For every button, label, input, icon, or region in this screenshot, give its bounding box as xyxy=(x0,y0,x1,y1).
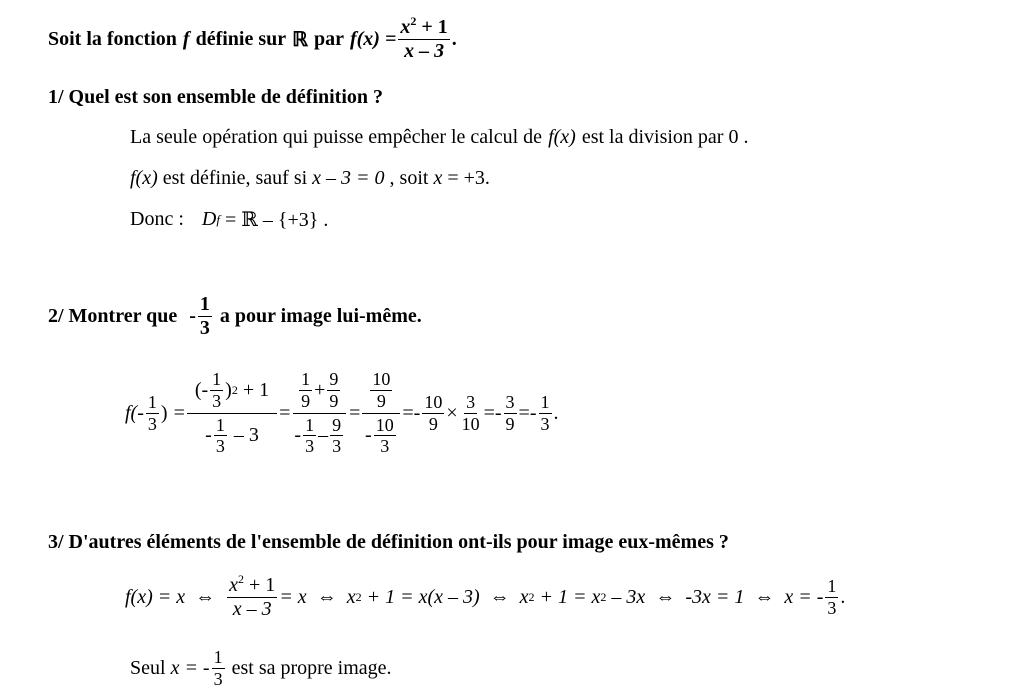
q2-eq-4: = xyxy=(402,401,414,424)
q2-p1-minus: - xyxy=(413,401,421,424)
intro-middle: définie sur xyxy=(195,27,287,50)
q3-fr-num-x: x xyxy=(229,573,239,596)
q2-f1-num-frac-num: 1 xyxy=(212,368,222,389)
q2-times: × xyxy=(446,401,458,424)
q3-conclusion-fraction xyxy=(212,648,225,689)
q3-conclusion-b: est sa propre image. xyxy=(226,656,392,679)
q2-f3-den-minus: - xyxy=(365,424,372,447)
q2-f2-a xyxy=(299,370,312,411)
q2-p3-den: 9 xyxy=(505,413,515,434)
q3-fraction xyxy=(227,571,277,620)
q2-eq-2: = xyxy=(279,401,291,424)
q2-p2-den: 10 xyxy=(461,413,480,434)
q2-f2-den-a-num: 1 xyxy=(305,414,315,435)
q2-p3-num: 3 xyxy=(505,391,515,412)
q2-p1-num: 10 xyxy=(424,391,443,412)
q2-f3-den-num: 10 xyxy=(375,414,394,435)
q2-title-den: 3 xyxy=(199,316,210,339)
q2-calculation xyxy=(125,358,559,468)
q1-line2-c: = +3. xyxy=(442,167,490,189)
q2-title-minus: - xyxy=(189,304,196,327)
q2-f1-den-frac xyxy=(214,416,227,457)
q2-f2-den-b-num: 9 xyxy=(332,414,342,435)
q3-s6: x = - xyxy=(784,585,824,608)
q2-title-num: 1 xyxy=(199,292,210,315)
iff-arrow-icon: ⇔ xyxy=(195,585,216,608)
q2-f1-num-close: ) xyxy=(225,378,232,401)
q2-f-open: f(- xyxy=(125,401,144,424)
q2-fraction-1: (- $\frac{1}{3}$ ) 2 + 1 - $\frac{1}{3}$ – 3 xyxy=(187,370,277,457)
iff-arrow-icon: ⇔ xyxy=(655,585,676,608)
intro-fx: f(x) = xyxy=(349,27,397,50)
q2-f1-den-frac-den: 3 xyxy=(215,436,225,457)
iff-arrow-icon: ⇔ xyxy=(316,585,337,608)
q2-f2-b xyxy=(327,370,340,411)
q2-f3-den-den: 3 xyxy=(380,436,390,457)
q2-f1-num-frac xyxy=(210,370,223,411)
q2-eq-1: = xyxy=(173,401,185,424)
intro-num-x: x xyxy=(400,15,411,38)
q1-line2-b: , soit xyxy=(384,167,434,189)
q3-s1: f(x) = x xyxy=(125,585,186,608)
iff-arrow-icon: ⇔ xyxy=(754,585,775,608)
intro-prefix: Soit la fonction xyxy=(48,27,177,50)
q2-f2-a-den: 9 xyxy=(301,390,311,411)
q2-f2-den-b xyxy=(330,416,343,457)
q1-line1-fx: f(x) xyxy=(548,126,576,148)
intro-set: ℝ xyxy=(292,28,308,51)
q2-f-close: ) xyxy=(160,401,168,424)
q3-s4-mid: + 1 = x xyxy=(534,585,601,608)
q2-p4-minus: - xyxy=(529,401,537,424)
q2-title xyxy=(48,290,422,342)
q2-p2-num: 3 xyxy=(466,391,476,412)
intro-line xyxy=(48,14,457,64)
q3-s4-x: x xyxy=(519,585,529,608)
q2-p4 xyxy=(539,393,552,434)
q3-fr-den: x – 3 xyxy=(232,597,272,620)
intro-f: f xyxy=(182,27,190,50)
q2-f3-den xyxy=(374,416,396,457)
q1-line1-a: La seule opération qui puisse empêcher le calcul de xyxy=(130,126,543,148)
q3-s6-den: 3 xyxy=(827,597,837,618)
q2-f2-den-a xyxy=(303,416,316,457)
q2-p4-den: 3 xyxy=(540,413,550,434)
q2-arg-num: 1 xyxy=(147,391,157,412)
q2-f2-den-op: – xyxy=(318,424,329,447)
q1-line2-fx: f(x) xyxy=(130,167,158,189)
intro-fraction xyxy=(398,13,449,62)
q3-fr-num-rest: + 1 xyxy=(244,573,276,596)
q2-f3-num-den: 9 xyxy=(376,390,386,411)
q2-p1-den: 9 xyxy=(428,413,438,434)
q2-fraction-3 xyxy=(362,370,400,457)
intro-end: . xyxy=(451,27,457,50)
q2-p1 xyxy=(422,393,444,434)
q3-conclusion xyxy=(130,642,392,694)
q1-title: 1/ Quel est son ensemble de définition ? xyxy=(48,86,384,108)
q2-f2-den-a-den: 3 xyxy=(305,436,315,457)
q2-p3-minus: - xyxy=(494,401,502,424)
q2-p3 xyxy=(504,393,517,434)
q2-f1-den-frac-num: 1 xyxy=(215,414,225,435)
iff-arrow-icon: ⇔ xyxy=(489,585,510,608)
q2-arg-fraction xyxy=(146,393,159,434)
q1-line3-d: D xyxy=(201,208,217,230)
intro-num-rest: + 1 xyxy=(416,15,448,38)
q2-f2-a-num: 1 xyxy=(301,368,311,389)
q2-f2-den-b-den: 3 xyxy=(332,436,342,457)
q1-line1 xyxy=(130,126,748,149)
q3-conclusion-x: x = - xyxy=(170,656,210,679)
q2-title-a: 2/ Montrer que xyxy=(48,304,178,327)
q3-conclusion-a: Seul xyxy=(130,656,171,679)
q2-f1-num-frac-den: 3 xyxy=(212,390,222,411)
q2-arg-den: 3 xyxy=(147,413,157,434)
q2-fraction-2 xyxy=(292,370,347,457)
intro-den: x – 3 xyxy=(404,39,445,62)
q1-line3-b: = ℝ – {+3} . xyxy=(219,209,329,231)
q2-title-fraction xyxy=(198,294,212,339)
q3-equivalences: f(x) = x ⇔ $\frac{x^2 + 1}{x - 3}$ = x ⇔ x 2 + 1 = x(x – 3) ⇔ x 2 + 1 = x 2 – 3x ⇔ -3x = 1 ⇔ x = - $\frac{1}{3}$ . xyxy=(125,571,846,620)
q2-f3-num-num: 10 xyxy=(372,368,391,389)
q2-eq-5: = xyxy=(483,401,495,424)
q3-s3-rest: + 1 = x(x – 3) xyxy=(361,585,480,608)
q2-eq-3: = xyxy=(349,401,361,424)
q1-line3-a: Donc : xyxy=(130,208,184,230)
q2-f3-num xyxy=(370,370,392,411)
q3-end: . xyxy=(840,585,846,608)
q3-s5: -3x = 1 xyxy=(685,585,745,608)
q3-s2: = x xyxy=(279,585,307,608)
q3-title: 3/ D'autres éléments de l'ensemble de définition ont-ils pour image eux-mêmes ? xyxy=(48,531,729,553)
q3-s3-x: x xyxy=(346,585,356,608)
q3-conclusion-den: 3 xyxy=(213,668,223,689)
intro-par: par xyxy=(313,27,344,50)
q1-line2-a: est définie, sauf si xyxy=(157,167,313,189)
q1-line2-x: x xyxy=(433,167,443,189)
q3-s6-fraction xyxy=(825,577,838,618)
q2-title-b: a pour image lui-même. xyxy=(219,304,422,327)
q1-line3: Donc : D f = ℝ – {+3} . xyxy=(130,208,329,231)
q3-conclusion-num: 1 xyxy=(213,646,223,667)
q1-line2-eq: x – 3 = 0 xyxy=(312,167,385,189)
q2-f1-num-rest: + 1 xyxy=(237,378,270,401)
q2-f2-b-den: 9 xyxy=(329,390,339,411)
q2-f1-num-open: (- xyxy=(194,378,209,401)
q2-f2-den-minus: - xyxy=(294,424,302,447)
q3-s4-rest: – 3x xyxy=(606,585,646,608)
intro-num-exp: 2 xyxy=(410,13,417,28)
q3-fr-num-exp: 2 xyxy=(238,571,245,586)
q2-f1-den-rest: – 3 xyxy=(228,424,259,447)
q3-s6-num: 1 xyxy=(827,575,837,596)
q2-eq-6: = xyxy=(518,401,530,424)
q2-f1-den-minus: - xyxy=(205,424,212,447)
q2-f2-b-num: 9 xyxy=(329,368,339,389)
q1-line2 xyxy=(130,167,490,190)
q2-end: . xyxy=(553,401,559,424)
q1-line1-b: est la division par 0 . xyxy=(581,126,749,148)
q2-p4-num: 1 xyxy=(540,391,550,412)
q2-p2 xyxy=(460,393,482,434)
q2-f2-plus: + xyxy=(314,378,326,401)
